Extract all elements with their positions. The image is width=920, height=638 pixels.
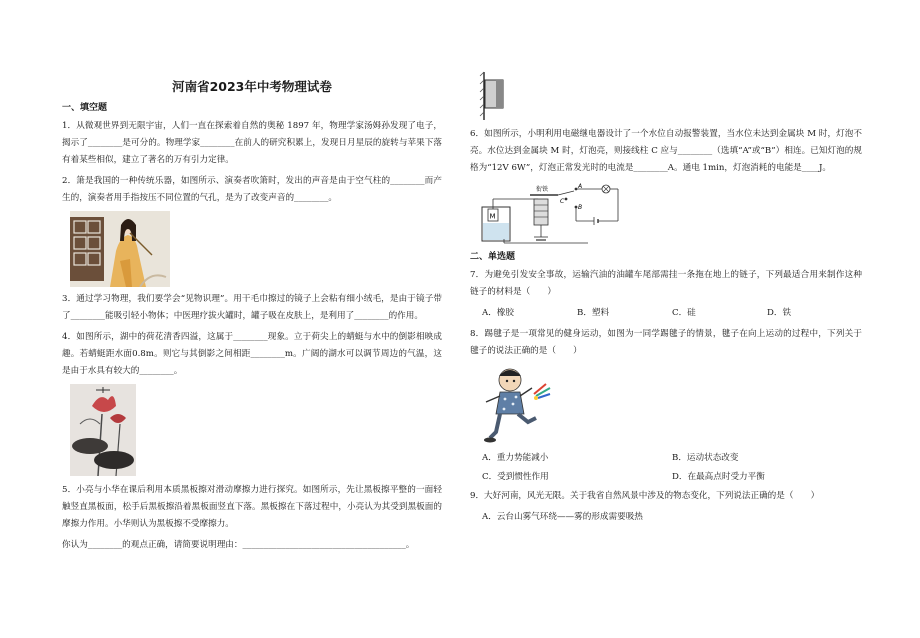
- right-column: [470, 70, 862, 528]
- option-a: A．橡胶: [482, 308, 514, 318]
- question-6: 6．如图所示，小明利用电磁继电器设计了一个水位自动报警装置，当水位未达到金属块 M 时，灯泡不亮。水位达到金属块 M 时，灯泡亮，则接线柱 C 应与________（选填“A”或“B”）相连。已知灯泡的规格为“12V 6W”，灯泡正常发光时的电流是________A。通电 1min，灯泡消耗的电能是____J。: [470, 129, 862, 173]
- lotus-dragonfly-image: [70, 384, 136, 476]
- question-3: 3．通过学习物理，我们要学会“见物识理”。用干毛巾擦过的镜子上会粘有细小绒毛，是由于镜子带了________能吸引轻小物体；中医理疗拔火罐时，罐子吸在皮肤上，是利用了________的作用。: [62, 294, 442, 321]
- label-b: B: [578, 204, 583, 211]
- question-1: 1．从微观世界到无限宇宙，人们一直在探索着自然的奥秘 1897 年，物理学家汤姆孙发现了电子，揭示了________是可分的。物理学家________在前人的研究积累上，发现日月星辰的旋转与苹果下落有着某些相似，建立了著名的万有引力定律。: [62, 121, 442, 165]
- label-a: A: [578, 183, 583, 190]
- question-8: 8．踢毽子是一项常见的健身运动，如图为一同学踢毽子的情景，毽子在向上运动的过程中，下列关于毽子的说法正确的是（ ）: [470, 329, 862, 356]
- section-single-heading: 二、单选题: [470, 252, 516, 262]
- question-9: 9．大好河南，风光无限。关于我省自然风景中涉及的物态变化，下列说法正确的是（ ）: [470, 491, 820, 501]
- label-c: C: [560, 198, 565, 205]
- left-column: [62, 76, 442, 558]
- question-8-options-row-2: [482, 469, 862, 486]
- label-iron: 衔铁: [536, 186, 549, 193]
- option-c: C．硅: [672, 308, 696, 318]
- question-7-options: [482, 305, 862, 322]
- option-a: A．重力势能减小: [482, 453, 549, 463]
- relay-circuit-diagram: [478, 181, 628, 245]
- section-fill-heading: 一、填空题: [62, 103, 108, 113]
- flute-player-image: [70, 211, 170, 287]
- question-5: 5．小亮与小华在课后利用本质黑板擦对滑动摩擦力进行探究。如图所示，先让黑板擦平整的一面轻触竖直黑板面，松手后黑板擦沿着黑板面竖直下落。黑板擦在下落过程中，小亮认为其受到黑板面的摩擦力作用。小华则认为黑板擦不受摩擦力。: [62, 485, 442, 529]
- option-c: C．受到惯性作用: [482, 472, 549, 482]
- blackboard-eraser-figure: [476, 70, 516, 122]
- question-7: 7．为避免引发安全事故，运输汽油的油罐车尾部需挂一条拖在地上的链子，下列最适合用来制作这种链子的材料是（ ）: [470, 270, 862, 297]
- page-title: 河南省2023年中考物理试卷: [172, 79, 332, 94]
- shuttlecock-kicker-image: [480, 364, 554, 446]
- label-m: M: [489, 212, 496, 221]
- option-b: B．塑料: [577, 308, 610, 318]
- question-4: 4．如图所示，湖中的荷花清香四溢，这属于________现象。立于荷尖上的蜻蜓与水中的倒影相映成趣。若蜻蜓距水面0.8m。则它与其倒影之间相距________m。广阔的湖水可以调节周边的气温，这是由于水具有较大的________。: [62, 332, 442, 376]
- question-5-answer: 你认为________的观点正确，请简要说明理由：______________________________________。: [62, 540, 415, 550]
- question-8-options-row-1: [482, 450, 862, 467]
- option-d: D．铁: [767, 308, 792, 318]
- question-9-option-a: A．云台山雾气环绕——雾的形成需要吸热: [482, 512, 643, 522]
- question-2: 2．箫是我国的一种传统乐器，如图所示、演奏者吹箫时，发出的声音是由于空气柱的________而产生的，演奏者用手指按压不同位置的气孔，是为了改变声音的________。: [62, 176, 442, 203]
- option-b: B．运动状态改变: [672, 453, 739, 463]
- option-d: D．在最高点时受力平衡: [672, 472, 765, 482]
